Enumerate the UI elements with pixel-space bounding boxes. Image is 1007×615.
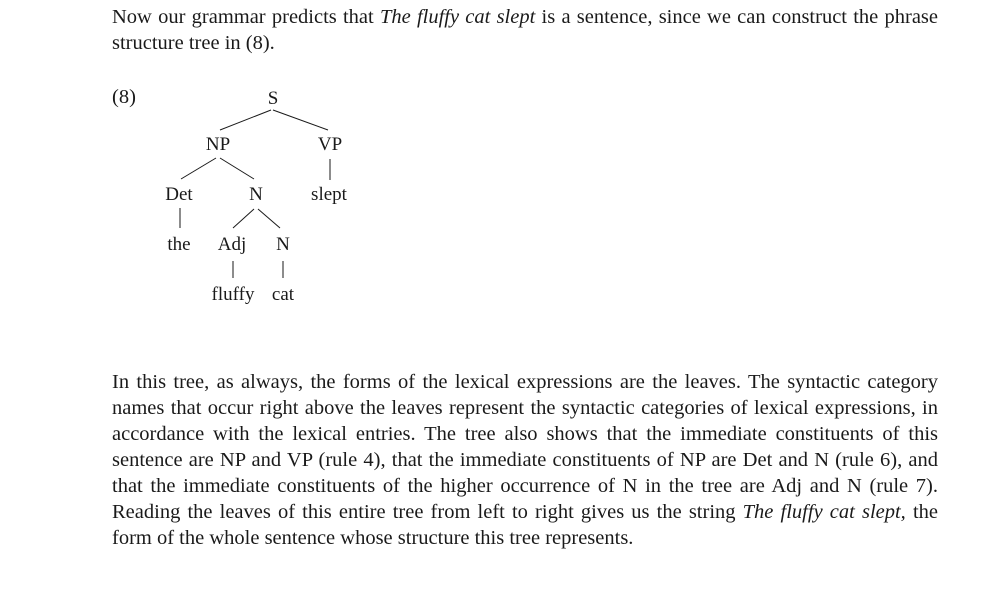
node-np: NP <box>205 134 231 155</box>
node-n-upper: N <box>249 184 263 205</box>
node-s: S <box>267 88 279 109</box>
intro-text-end: is a sentence, since we can construct the phrase structure tree in (8). <box>112 6 939 54</box>
leaf-the: the <box>167 234 191 255</box>
body-text-start: In this tree, as always, the forms of the lexical expressions are the leaves. The syntactic category names that occur right above the leaves represent the syntactic categories of lexical expressions, in accordance with the lexical entries. The tree also shows that the immediate constituents of this sentence are NP and VP (rule 4), that the immediate constituents of NP are Det and N (rule 6), and that the immediate constituents of the higher occurrence of N in the tree are Adj and N (rule 7). Reading the leaves of this entire tree from left to right gives us the string <box>112 371 938 523</box>
intro-text-start: Now our grammar predicts that <box>112 6 380 28</box>
node-adj: Adj <box>217 234 247 255</box>
intro-example-sentence: The fluffy cat slept <box>379 6 536 28</box>
leaf-cat: cat <box>271 284 295 305</box>
example-number: (8) <box>112 86 136 108</box>
body-example-sentence: The fluffy cat slept, <box>742 501 906 523</box>
edge-s-np <box>220 110 271 130</box>
node-det: Det <box>165 184 193 205</box>
edge-n-n <box>258 209 280 228</box>
leaf-fluffy: fluffy <box>211 284 255 305</box>
body-text-end: the form of the whole sentence whose structure this tree represents. <box>112 501 938 549</box>
node-n-lower: N <box>276 234 290 255</box>
node-vp: VP <box>317 134 343 155</box>
edge-np-n <box>220 158 254 179</box>
edge-np-det <box>181 158 216 179</box>
leaf-slept: slept <box>311 184 347 205</box>
body-paragraph <box>112 369 938 551</box>
edge-n-adj <box>233 209 254 228</box>
edge-s-vp <box>273 110 328 130</box>
